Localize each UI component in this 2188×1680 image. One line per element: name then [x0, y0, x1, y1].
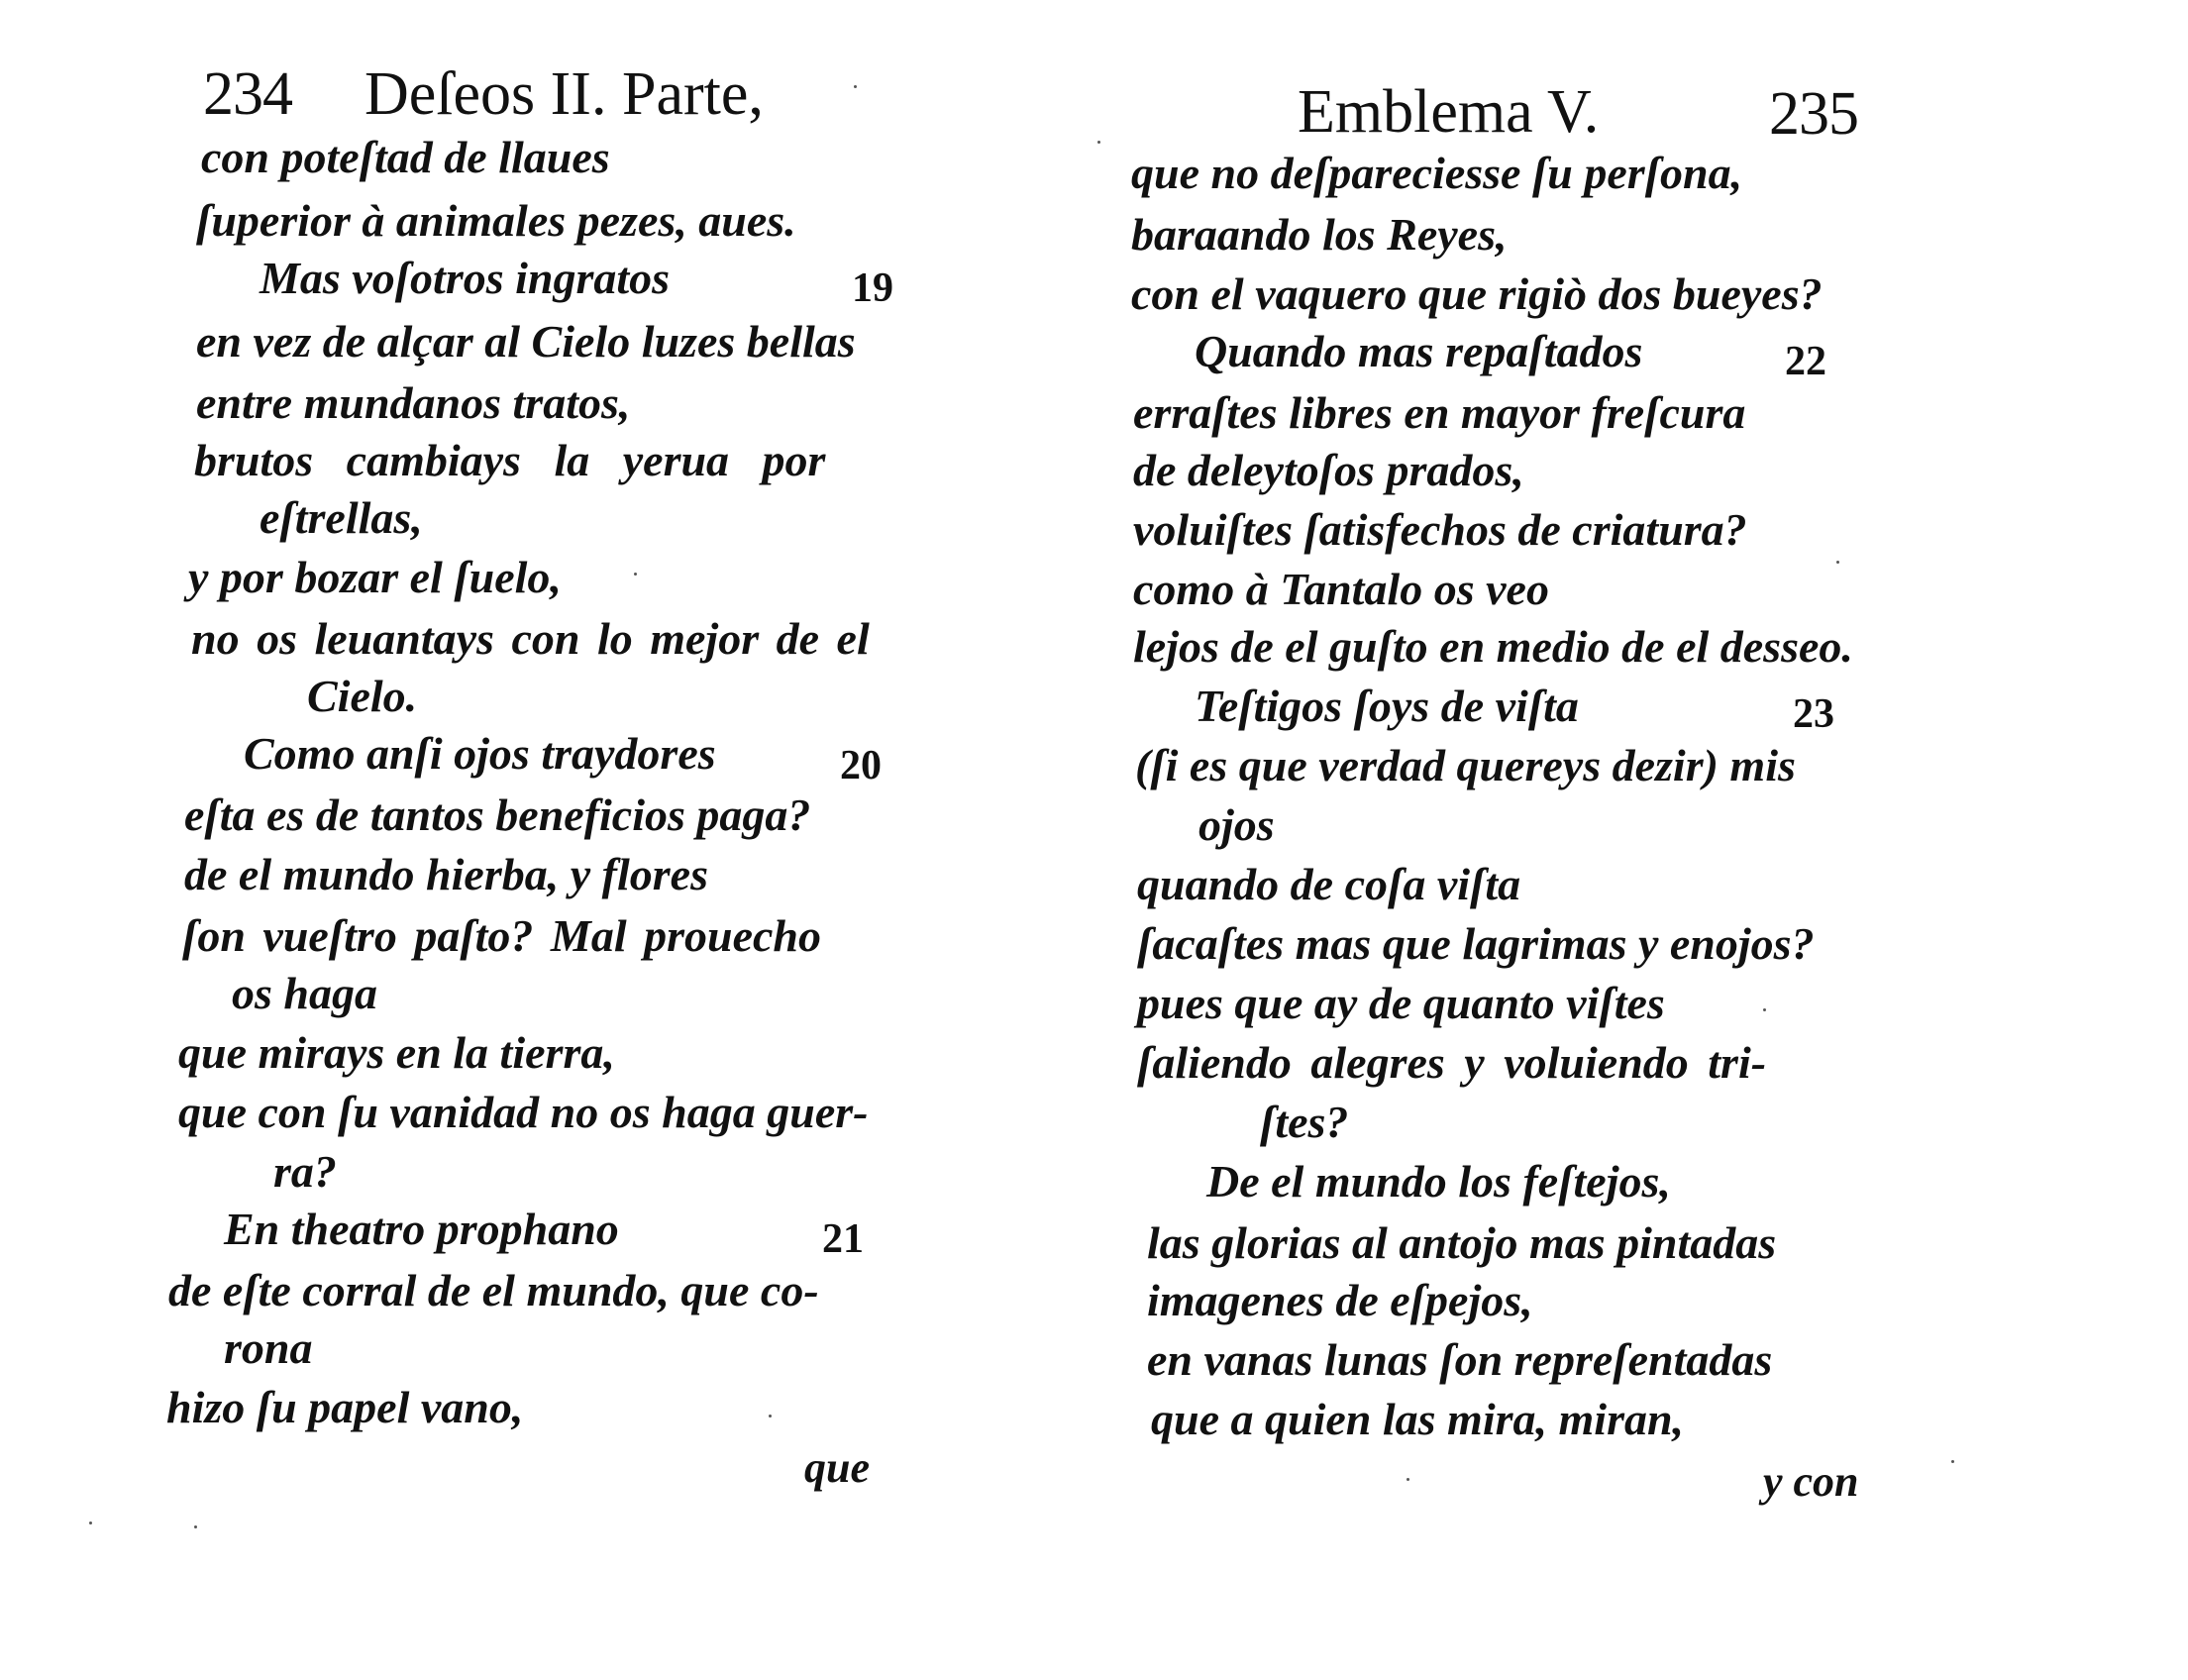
ink-speck	[1836, 561, 1839, 564]
catchword: que	[804, 1443, 870, 1492]
right-page	[1094, 0, 2188, 1680]
verse-line: en vez de alçar al Cielo luzes bellas	[196, 316, 856, 367]
verse-line: ojos	[1198, 799, 1275, 850]
verse-line: brutos cambiays la yerua por	[194, 435, 826, 485]
catchword: y con	[1763, 1457, 1859, 1506]
stanza-number: 23	[1793, 691, 1834, 737]
verse-line: voluiſtes ſatisfechos de criatura?	[1133, 504, 1747, 555]
verse-line: eſta es de tantos beneficios paga?	[184, 789, 811, 840]
verse-line: entre mundanos tratos,	[196, 377, 631, 428]
verse-line: y por bozar el ſuelo,	[188, 552, 562, 602]
verse-line: con el vaquero que rigiò dos bueyes?	[1131, 268, 1823, 319]
verse-line: quando de coſa viſta	[1137, 859, 1521, 909]
verse-line: Como anſi ojos traydores	[244, 728, 716, 779]
verse-line: De el mundo los feſtejos,	[1206, 1156, 1671, 1207]
verse-line: que con ſu vanidad no os haga guer-	[178, 1087, 869, 1137]
verse-line: os haga	[232, 968, 377, 1018]
stanza-number: 19	[852, 265, 893, 311]
verse-line: lejos de el guſto en medio de el desseo.	[1133, 621, 1853, 672]
verse-line: de el mundo hierba, y flores	[184, 849, 708, 899]
ink-speck	[89, 1522, 92, 1524]
verse-line: ſuperior à animales pezes, aues.	[196, 195, 796, 246]
ink-speck	[769, 1415, 772, 1418]
right-page-number: 235	[1769, 80, 1858, 148]
verse-line: de deleytoſos prados,	[1133, 445, 1524, 495]
verse-line: erraſtes libres en mayor freſcura	[1133, 387, 1746, 438]
left-running-head: Deſeos II. Parte,	[365, 60, 764, 128]
verse-line: que no deſpareciesse ſu perſona,	[1131, 148, 1743, 198]
stanza-number: 21	[822, 1216, 864, 1262]
verse-line: que mirays en la tierra,	[178, 1027, 615, 1078]
ink-speck	[1951, 1460, 1954, 1463]
left-page-number: 234	[203, 60, 292, 128]
verse-line: Teſtigos ſoys de viſta	[1195, 681, 1579, 731]
verse-line: que a quien las mira, miran,	[1151, 1394, 1685, 1444]
verse-line: con poteſtad de llaues	[201, 132, 610, 182]
ink-speck	[1763, 1008, 1766, 1011]
verse-line: baraando los Reyes,	[1131, 209, 1508, 260]
verse-line: ſacaſtes mas que lagrimas y enojos?	[1137, 918, 1815, 969]
ink-speck	[634, 573, 637, 576]
verse-line: rona	[224, 1322, 313, 1373]
verse-line: ſaliendo alegres y voluiendo tri-	[1137, 1037, 1767, 1088]
ink-speck	[194, 1525, 197, 1528]
ink-speck	[1097, 141, 1100, 144]
verse-line: hizo ſu papel vano,	[166, 1382, 524, 1432]
stanza-number: 20	[840, 743, 882, 788]
verse-line: no os leuantays con lo mejor de el	[191, 613, 870, 664]
verse-line: de eſte corral de el mundo, que co-	[168, 1265, 819, 1315]
verse-line: ſtes?	[1260, 1097, 1349, 1147]
verse-line: como à Tantalo os veo	[1133, 564, 1549, 614]
verse-line: las glorias al antojo mas pintadas	[1147, 1217, 1777, 1268]
verse-line: ſon vueſtro paſto? Mal prouecho	[182, 910, 821, 961]
verse-line: Mas voſotros ingratos	[260, 253, 671, 303]
verse-line: en vanas lunas ſon repreſentadas	[1147, 1334, 1773, 1385]
right-running-head: Emblema V.	[1298, 78, 1600, 146]
ink-speck	[1407, 1478, 1409, 1481]
verse-line: Quando mas repaſtados	[1195, 326, 1643, 376]
stanza-number: 22	[1785, 339, 1826, 384]
verse-line: Cielo.	[307, 671, 418, 721]
verse-line: pues que ay de quanto viſtes	[1137, 978, 1665, 1028]
verse-line: (ſi es que verdad quereys dezir) mis	[1135, 740, 1796, 790]
verse-line: ra?	[273, 1146, 337, 1197]
ink-speck	[854, 85, 857, 88]
verse-line: En theatro prophano	[224, 1204, 619, 1254]
verse-line: eſtrellas,	[260, 492, 423, 543]
verse-line: imagenes de eſpejos,	[1147, 1275, 1533, 1325]
